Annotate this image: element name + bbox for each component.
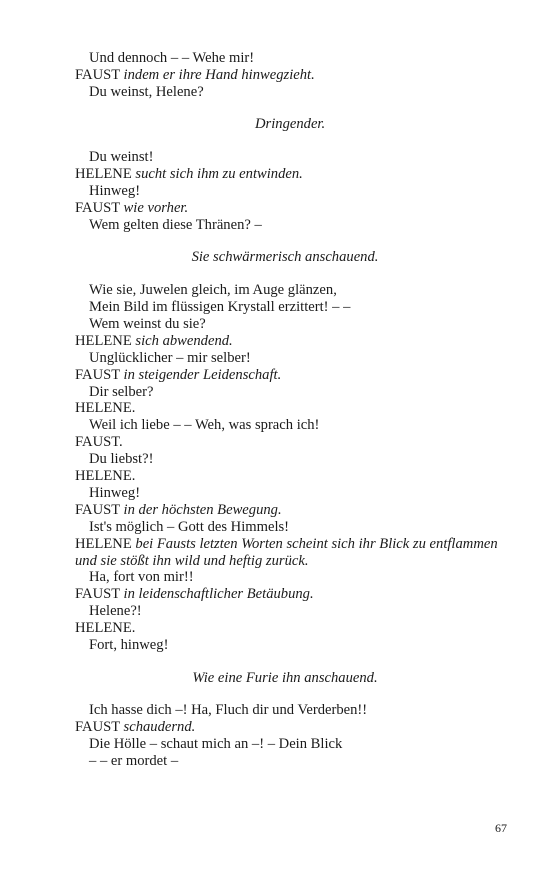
speaker-name: FAUST xyxy=(75,66,120,83)
speaker-name: HELENE. xyxy=(75,400,136,417)
verse-line: Die Hölle – schaut mich an –! – Dein Blick xyxy=(89,736,343,753)
speaker-name: FAUST. xyxy=(75,434,123,451)
speaker-name: HELENE. xyxy=(75,468,136,485)
verse-line: Helene?! xyxy=(89,603,142,620)
speaker-name: HELENE xyxy=(75,535,132,552)
play-text xyxy=(75,50,515,770)
verse-line: Dir selber? xyxy=(89,383,154,400)
stage-direction-inline: schaudernd. xyxy=(123,719,196,736)
verse-line: Unglücklicher – mir selber! xyxy=(89,349,251,366)
verse-line: Hinweg! xyxy=(89,182,141,199)
stage-direction-inline: sucht sich ihm zu entwinden. xyxy=(135,166,303,183)
speaker-line xyxy=(75,367,515,384)
verse-line: Ich hasse dich –! Ha, Fluch dir und Verderben!! xyxy=(89,702,368,719)
speaker-line xyxy=(75,434,515,451)
verse-line: Fort, hinweg! xyxy=(89,637,169,654)
stage-direction-inline: bei Fausts letzten Worten scheint sich ihr Blick zu entflammen xyxy=(135,535,498,552)
speaker-line xyxy=(75,468,515,485)
stage-direction-continued: und sie stößt ihn wild und heftig zurück. xyxy=(75,552,309,569)
verse-line: Du weinst, Helene? xyxy=(89,83,204,100)
stage-direction-inline: wie vorher. xyxy=(123,199,189,216)
speaker-name: HELENE xyxy=(75,332,132,349)
speaker-line xyxy=(75,719,515,736)
verse-line: Ist's möglich – Gott des Himmels! xyxy=(89,518,290,535)
speaker-name: FAUST xyxy=(75,586,120,603)
speaker-line xyxy=(75,200,515,217)
speaker-line xyxy=(75,620,515,637)
stage-direction-inline: in leidenschaftlicher Betäubung. xyxy=(123,586,314,603)
verse-line: Wie sie, Juwelen gleich, im Auge glänzen, xyxy=(89,282,337,299)
stage-direction-centered: Sie schwärmerisch anschauend. xyxy=(191,249,379,266)
verse-line: Wem weinst du sie? xyxy=(89,315,206,332)
speaker-line xyxy=(75,333,515,350)
verse-line: Ha, fort von mir!! xyxy=(89,569,194,586)
verse-line: Mein Bild im flüssigen Krystall erzittert! – – xyxy=(89,298,351,315)
speaker-line xyxy=(75,166,515,183)
speaker-name: FAUST xyxy=(75,719,120,736)
verse-line: Hinweg! xyxy=(89,484,141,501)
stage-direction-inline: in steigender Leidenschaft. xyxy=(123,366,282,383)
stage-direction-centered: Wie eine Furie ihn anschauend. xyxy=(192,669,378,686)
verse-line: Weil ich liebe – – Weh, was sprach ich! xyxy=(89,417,320,434)
speaker-name: FAUST xyxy=(75,199,120,216)
verse-line: Du weinst! xyxy=(89,149,154,166)
stage-direction-centered: Dringender. xyxy=(255,116,326,133)
stage-direction-inline: indem er ihre Hand hinwegzieht. xyxy=(123,66,315,83)
stage-direction-inline: in der höchsten Bewegung. xyxy=(123,501,282,518)
verse-line: Du liebst?! xyxy=(89,451,154,468)
speaker-line xyxy=(75,536,515,553)
page-number: 67 xyxy=(495,821,507,835)
speaker-name: FAUST xyxy=(75,501,120,518)
verse-line: Und dennoch – – Wehe mir! xyxy=(89,50,255,66)
speaker-name: HELENE xyxy=(75,166,132,183)
speaker-line xyxy=(75,400,515,417)
verse-line: Wem gelten diese Thränen? – xyxy=(89,216,262,233)
speaker-line xyxy=(75,67,515,84)
speaker-name: HELENE. xyxy=(75,620,136,637)
speaker-name: FAUST xyxy=(75,366,120,383)
speaker-line xyxy=(75,586,515,603)
stage-direction-inline: sich abwendend. xyxy=(135,332,233,349)
verse-line: – – er mordet – xyxy=(89,753,179,770)
speaker-line xyxy=(75,502,515,519)
